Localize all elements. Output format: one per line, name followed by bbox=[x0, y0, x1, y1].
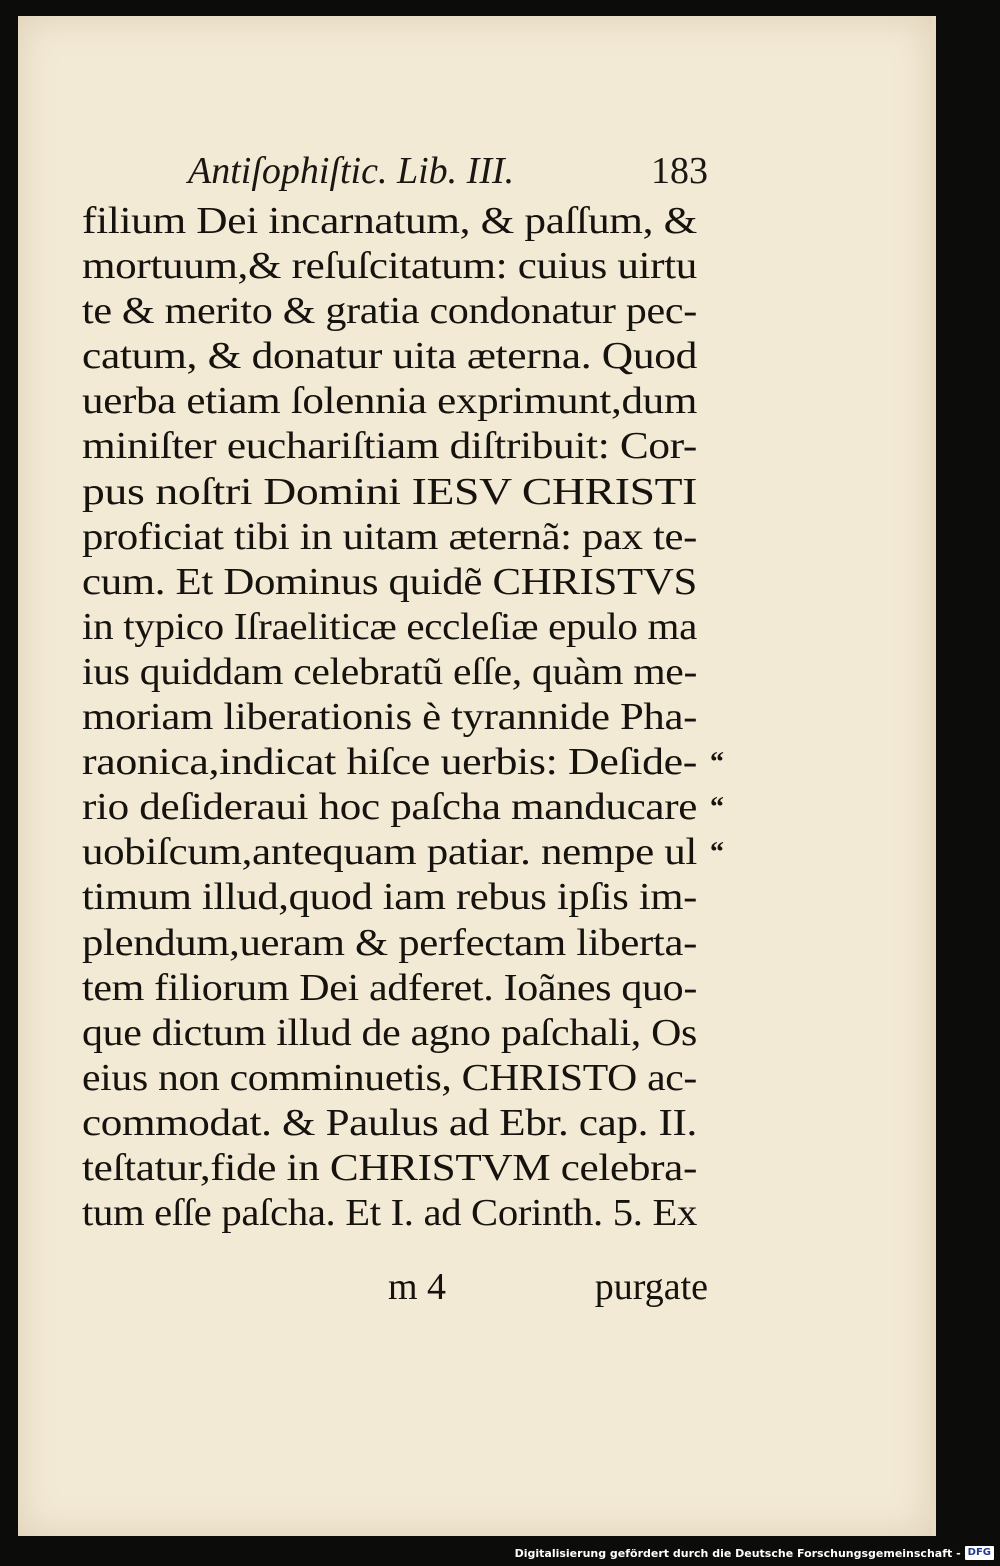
line-text: miniſter euchariſtiam diſtribuit: Cor- bbox=[82, 425, 698, 468]
line-text: uobiſcum,antequam patiar. nempe ul bbox=[82, 831, 697, 874]
line-text: que dictum illud de agno paſchali, Os bbox=[82, 1011, 697, 1054]
book-page bbox=[18, 16, 936, 1536]
text-line bbox=[82, 289, 722, 334]
line-text: te & merito & gratia condonatur pec- bbox=[82, 290, 697, 333]
page-header bbox=[188, 146, 708, 196]
line-text: pus noſtri Domini IESV CHRISTI bbox=[82, 470, 698, 513]
line-text: plendum,ueram & perfectam liberta- bbox=[82, 921, 697, 964]
digitization-credit bbox=[515, 1544, 994, 1562]
line-text: proficiat tibi in uitam æternã: pax te- bbox=[82, 515, 697, 558]
text-line bbox=[82, 515, 722, 560]
text-line bbox=[82, 966, 722, 1011]
text-line bbox=[82, 785, 722, 830]
line-text: ius quiddam celebratũ eſſe, quàm me- bbox=[82, 650, 697, 693]
line-text: timum illud,quod iam rebus ipſis im- bbox=[82, 876, 698, 919]
text-line bbox=[82, 334, 722, 379]
line-text: uerba etiam ſolennia exprimunt,dum bbox=[82, 380, 697, 423]
line-text: teſtatur,fide in CHRISTVM celebra- bbox=[82, 1146, 698, 1189]
body-text bbox=[82, 199, 722, 1236]
text-line bbox=[82, 244, 722, 289]
text-line bbox=[82, 199, 722, 244]
text-line bbox=[82, 695, 722, 740]
text-line bbox=[82, 379, 722, 424]
text-line bbox=[82, 424, 722, 469]
line-text: raonica,indicat hiſce uerbis: Deſide- bbox=[82, 741, 697, 784]
page-content bbox=[18, 16, 932, 1536]
text-line bbox=[82, 650, 722, 695]
text-line bbox=[82, 875, 722, 920]
line-text: filium Dei incarnatum, & paſſum, & bbox=[82, 200, 697, 242]
signature-mark: m 4 bbox=[388, 1266, 447, 1308]
marginal-quote-mark: “ bbox=[710, 837, 724, 869]
text-line bbox=[82, 1101, 722, 1146]
line-text: cum. Et Dominus quidẽ CHRISTVS bbox=[82, 560, 698, 603]
line-text: tem filiorum Dei adferet. Ioãnes quo- bbox=[82, 966, 697, 1009]
text-line bbox=[82, 470, 722, 515]
text-line bbox=[82, 921, 722, 966]
catchword: purgate bbox=[594, 1266, 708, 1308]
page-number: 183 bbox=[651, 150, 708, 192]
text-line bbox=[82, 830, 722, 875]
text-line bbox=[82, 1056, 722, 1101]
marginal-quote-mark: “ bbox=[710, 747, 724, 779]
line-text: commodat. & Paulus ad Ebr. cap. II. bbox=[82, 1101, 697, 1144]
text-line bbox=[82, 605, 722, 650]
signature-row bbox=[378, 1262, 708, 1312]
line-text: in typico Iſraeliticæ eccleſiæ epulo ma bbox=[82, 605, 698, 648]
text-line bbox=[82, 1146, 722, 1191]
line-text: catum, & donatur uita æterna. Quod bbox=[82, 335, 698, 378]
line-text: moriam liberationis è tyrannide Pha- bbox=[82, 696, 698, 739]
text-line bbox=[82, 740, 722, 785]
credit-text: Digitalisierung gefördert durch die Deutsche Forschungsgemeinschaft - bbox=[514, 1546, 961, 1560]
line-text: rio deſideraui hoc paſcha manducare bbox=[82, 786, 698, 829]
text-line bbox=[82, 1011, 722, 1056]
dfg-logo-icon: DFG bbox=[965, 1546, 994, 1560]
marginal-quote-mark: “ bbox=[710, 792, 724, 824]
text-line bbox=[82, 1191, 722, 1236]
text-line bbox=[82, 560, 722, 605]
line-text: eius non comminuetis, CHRISTO ac- bbox=[82, 1056, 697, 1099]
line-text: mortuum,& reſuſcitatum: cuius uirtu bbox=[82, 245, 698, 288]
line-text: tum eſſe paſcha. Et I. ad Corinth. 5. Ex bbox=[82, 1192, 697, 1235]
running-head: Antiſophiſtic. Lib. III. bbox=[188, 150, 515, 192]
